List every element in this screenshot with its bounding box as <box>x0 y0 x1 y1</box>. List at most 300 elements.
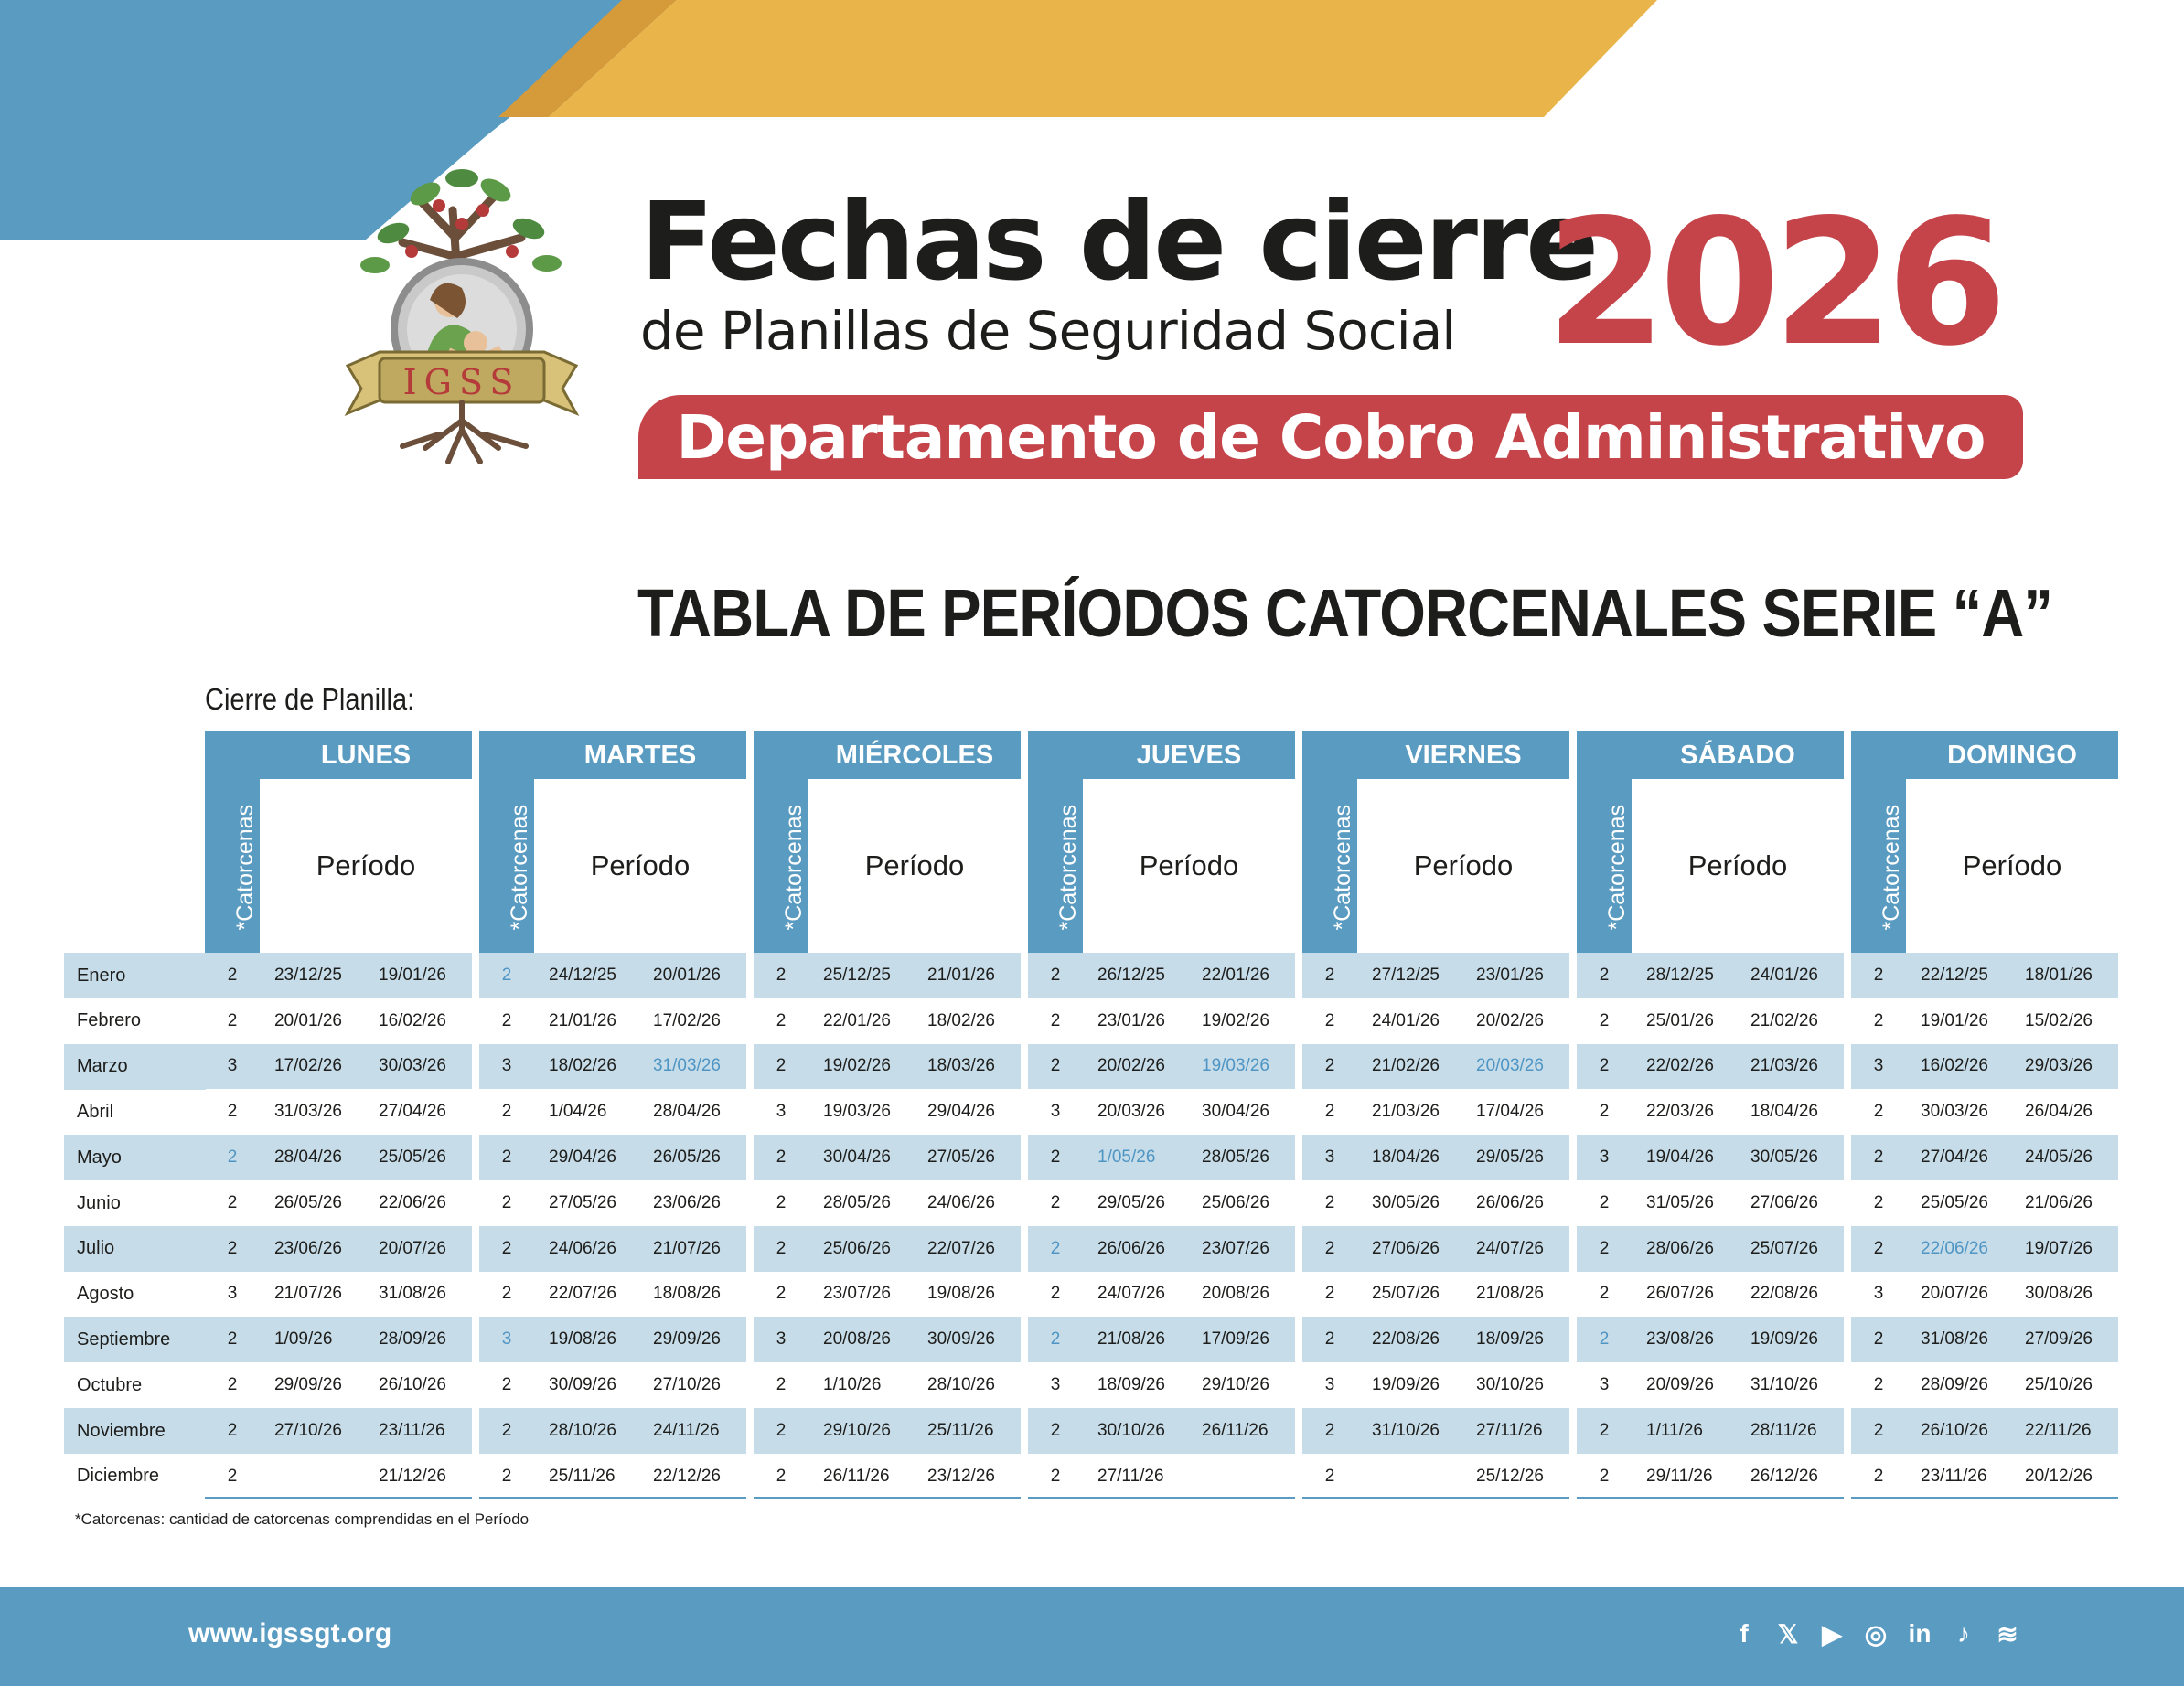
igss-logo <box>338 155 585 466</box>
table-row <box>205 1135 472 1180</box>
catorcenas-count: 3 <box>501 1329 512 1350</box>
period-end: 30/08/26 <box>2025 1284 2093 1304</box>
period-start: 31/05/26 <box>1646 1192 1714 1212</box>
table-row <box>479 998 746 1044</box>
period-end: 18/03/26 <box>927 1056 995 1076</box>
period-end: 21/03/26 <box>1750 1056 1818 1076</box>
period-end: 22/08/26 <box>1750 1284 1818 1304</box>
catorcenas-count: 2 <box>227 1329 238 1350</box>
table-row <box>754 1135 1021 1180</box>
table-row <box>1302 1226 1569 1272</box>
month-label: Julio <box>64 1226 206 1272</box>
catorcenas-header <box>1028 779 1083 953</box>
period-start: 18/09/26 <box>1097 1375 1165 1395</box>
period-start: 25/12/25 <box>823 965 891 985</box>
period-end: 19/01/26 <box>379 965 446 985</box>
period-start: 23/06/26 <box>274 1238 342 1258</box>
period-start: 27/12/25 <box>1372 965 1440 985</box>
catorcenas-count: 2 <box>501 1238 512 1258</box>
spotify-icon[interactable]: ≋ <box>1997 1619 2018 1649</box>
period-end: 17/04/26 <box>1476 1102 1544 1122</box>
day-name: MARTES <box>583 740 697 770</box>
period-end: 27/10/26 <box>653 1375 721 1395</box>
table-row <box>1577 1089 1844 1135</box>
website-link[interactable]: www.igssgt.org <box>188 1618 392 1649</box>
period-end: 18/02/26 <box>927 1010 995 1030</box>
table-row <box>1851 998 2118 1044</box>
period-start: 25/05/26 <box>1921 1192 1988 1212</box>
instagram-icon[interactable]: ◎ <box>1864 1619 1888 1649</box>
year-label: 2026 <box>1546 182 2000 384</box>
catorcenas-header <box>1302 779 1357 953</box>
table-row <box>205 1317 472 1362</box>
period-end: 21/06/26 <box>2025 1192 2093 1212</box>
table-row <box>205 1180 472 1226</box>
youtube-icon[interactable]: ▶ <box>1822 1619 1842 1649</box>
catorcenas-count: 2 <box>501 1284 512 1304</box>
tiktok-icon[interactable]: ♪ <box>1957 1619 1970 1648</box>
catorcenas-count: 2 <box>776 1466 787 1486</box>
period-start: 28/06/26 <box>1646 1238 1714 1258</box>
month-label: Febrero <box>77 1010 142 1031</box>
period-end: 22/07/26 <box>927 1238 995 1258</box>
table-row <box>1851 1226 2118 1272</box>
table-row <box>205 1226 472 1272</box>
day-header <box>754 731 1021 779</box>
panel-bottom-rule <box>1577 1497 1844 1499</box>
table-row <box>1302 1454 1569 1499</box>
roots-shape <box>402 402 526 462</box>
period-start: 20/07/26 <box>1921 1284 1988 1304</box>
catorcenas-count: 2 <box>227 1466 238 1486</box>
day-header <box>1028 731 1295 779</box>
table-row <box>1028 1272 1295 1318</box>
period-end: 30/03/26 <box>379 1056 446 1076</box>
social-icons <box>1729 1618 2023 1649</box>
period-start: 19/01/26 <box>1921 1010 1988 1030</box>
catorcenas-count: 2 <box>1050 1238 1061 1258</box>
catorcenas-count: 3 <box>1873 1056 1884 1076</box>
period-end: 24/01/26 <box>1750 965 1818 985</box>
periodo-header: Período <box>316 849 416 881</box>
catorcenas-count: 2 <box>501 1102 512 1122</box>
table-row <box>1577 998 1844 1044</box>
period-start: 28/05/26 <box>823 1192 891 1212</box>
catorcenas-count: 3 <box>776 1102 787 1122</box>
period-start: 30/05/26 <box>1372 1192 1440 1212</box>
day-name: LUNES <box>320 740 412 770</box>
period-start: 28/04/26 <box>274 1147 342 1168</box>
catorcenas-count: 2 <box>776 1147 787 1168</box>
month-label: Junio <box>77 1192 121 1213</box>
catorcenas-label: *Catorcenas <box>781 804 807 931</box>
period-start: 26/11/26 <box>823 1466 890 1486</box>
table-row <box>479 1362 746 1408</box>
period-end: 23/01/26 <box>1476 965 1544 985</box>
catorcenas-count: 2 <box>776 1375 787 1395</box>
period-start: 23/12/25 <box>274 965 342 985</box>
catorcenas-count: 2 <box>1599 1102 1610 1122</box>
panel-bottom-rule <box>479 1497 746 1499</box>
period-end: 22/12/26 <box>653 1466 721 1486</box>
catorcenas-count: 2 <box>1324 1010 1335 1030</box>
gold-banner-shape <box>549 0 1657 117</box>
catorcenas-count: 2 <box>1599 1420 1610 1440</box>
panel-bottom-rule <box>754 1497 1021 1499</box>
period-start: 20/01/26 <box>274 1010 342 1030</box>
period-start: 16/02/26 <box>1921 1056 1988 1076</box>
catorcenas-label: *Catorcenas <box>1879 804 1904 931</box>
catorcenas-count: 2 <box>776 1284 787 1304</box>
period-end: 30/04/26 <box>1202 1102 1269 1122</box>
period-rows <box>205 953 472 1499</box>
table-row <box>479 1180 746 1226</box>
day-panel <box>1851 731 2118 1499</box>
period-end: 25/10/26 <box>2025 1375 2093 1395</box>
period-end: 18/09/26 <box>1476 1329 1544 1350</box>
period-start: 31/08/26 <box>1921 1329 1988 1350</box>
period-start: 18/04/26 <box>1372 1147 1440 1168</box>
table-row <box>479 1089 746 1135</box>
period-end: 20/01/26 <box>653 965 721 985</box>
catorcenas-count: 2 <box>776 1010 787 1030</box>
table-row <box>1302 1362 1569 1408</box>
department-banner <box>638 395 2023 479</box>
table-row <box>1302 1317 1569 1362</box>
period-start: 25/06/26 <box>823 1238 891 1258</box>
catorcenas-count: 2 <box>1599 1238 1610 1258</box>
period-end: 21/02/26 <box>1750 1010 1818 1030</box>
period-start: 22/12/25 <box>1921 965 1988 985</box>
catorcenas-count: 2 <box>1599 1466 1610 1486</box>
catorcenas-count: 2 <box>1324 1466 1335 1486</box>
period-start: 22/08/26 <box>1372 1329 1440 1350</box>
footnote: *Catorcenas: cantidad de catorcenas comprendidas en el Período <box>75 1510 530 1528</box>
period-end: 16/02/26 <box>379 1010 446 1030</box>
table-row <box>754 1180 1021 1226</box>
table-row <box>754 1226 1021 1272</box>
panel-bottom-rule <box>1028 1497 1295 1499</box>
period-end: 19/08/26 <box>927 1284 995 1304</box>
period-end: 31/10/26 <box>1750 1375 1818 1395</box>
page-subtitle: de Planillas de Seguridad Social <box>640 300 1456 362</box>
period-end: 17/02/26 <box>653 1010 721 1030</box>
catorcenas-count: 2 <box>227 1192 238 1212</box>
period-end: 21/08/26 <box>1476 1284 1544 1304</box>
day-header <box>1302 731 1569 779</box>
month-label: Abril <box>77 1101 114 1122</box>
period-start: 28/09/26 <box>1921 1375 1988 1395</box>
table-row <box>1302 1272 1569 1318</box>
month-label: Agosto <box>77 1284 134 1305</box>
catorcenas-count: 2 <box>1324 1238 1335 1258</box>
period-end: 19/09/26 <box>1750 1329 1818 1350</box>
catorcenas-count: 2 <box>227 1238 238 1258</box>
period-rows <box>1028 953 1295 1499</box>
table-row <box>205 953 472 998</box>
period-end: 24/11/26 <box>653 1420 720 1440</box>
period-start: 26/07/26 <box>1646 1284 1714 1304</box>
table-row <box>1851 1454 2118 1499</box>
period-start: 23/11/26 <box>1921 1466 1987 1486</box>
period-end: 30/05/26 <box>1750 1147 1818 1168</box>
period-start: 24/06/26 <box>549 1238 616 1258</box>
month-label: Octubre <box>77 1374 143 1395</box>
period-end: 20/03/26 <box>1476 1056 1544 1076</box>
catorcenas-count: 2 <box>1873 965 1884 985</box>
catorcenas-count: 3 <box>1050 1102 1061 1122</box>
table-row <box>479 1272 746 1318</box>
period-start: 22/03/26 <box>1646 1102 1714 1122</box>
period-start: 27/04/26 <box>1921 1147 1988 1168</box>
period-end: 28/10/26 <box>927 1375 995 1395</box>
period-start: 19/02/26 <box>823 1056 891 1076</box>
catorcenas-count: 2 <box>1873 1102 1884 1122</box>
period-end: 20/07/26 <box>379 1238 446 1258</box>
catorcenas-count: 2 <box>1050 1192 1061 1212</box>
period-start: 1/05/26 <box>1097 1147 1156 1168</box>
period-rows <box>1577 953 1844 1499</box>
period-end: 28/11/26 <box>1750 1420 1817 1440</box>
period-end: 25/12/26 <box>1476 1466 1544 1486</box>
day-panel <box>754 731 1021 1499</box>
period-start: 29/09/26 <box>274 1375 342 1395</box>
period-start: 24/01/26 <box>1372 1010 1440 1030</box>
catorcenas-count: 3 <box>227 1056 238 1076</box>
table-row <box>754 1089 1021 1135</box>
periodo-header: Período <box>1962 849 2062 881</box>
catorcenas-count: 2 <box>1599 1192 1610 1212</box>
catorcenas-count: 3 <box>1599 1147 1610 1168</box>
month-label: Mayo <box>64 1135 206 1180</box>
catorcenas-count: 2 <box>1873 1466 1884 1486</box>
period-end: 24/06/26 <box>927 1192 995 1212</box>
period-end: 18/08/26 <box>653 1284 721 1304</box>
catorcenas-count: 2 <box>1873 1238 1884 1258</box>
period-start: 27/05/26 <box>549 1192 616 1212</box>
catorcenas-count: 2 <box>501 1010 512 1030</box>
catorcenas-count: 2 <box>1324 1420 1335 1440</box>
catorcenas-count: 2 <box>1873 1192 1884 1212</box>
period-start: 17/02/26 <box>274 1056 342 1076</box>
day-panel <box>1577 731 1844 1499</box>
table-row <box>205 998 472 1044</box>
day-name: DOMINGO <box>1947 740 2077 770</box>
period-start: 29/04/26 <box>549 1147 616 1168</box>
catorcenas-count: 3 <box>1599 1375 1610 1395</box>
period-end: 21/07/26 <box>653 1238 721 1258</box>
table-row <box>1028 953 1295 998</box>
catorcenas-count: 2 <box>1324 1192 1335 1212</box>
catorcenas-count: 2 <box>501 1192 512 1212</box>
period-end: 27/11/26 <box>1476 1420 1543 1440</box>
catorcenas-count: 2 <box>227 1102 238 1122</box>
period-end: 20/08/26 <box>1202 1284 1269 1304</box>
period-end: 27/04/26 <box>379 1102 446 1122</box>
period-start: 29/11/26 <box>1646 1466 1713 1486</box>
period-start: 30/04/26 <box>823 1147 891 1168</box>
period-start: 19/08/26 <box>549 1329 616 1350</box>
day-name: SÁBADO <box>1680 740 1795 770</box>
table-row <box>205 1272 472 1318</box>
table-row <box>1851 1272 2118 1318</box>
period-start: 25/07/26 <box>1372 1284 1440 1304</box>
period-end: 22/06/26 <box>379 1192 446 1212</box>
catorcenas-count: 2 <box>1324 1056 1335 1076</box>
catorcenas-count: 2 <box>1873 1010 1884 1030</box>
panel-bottom-rule <box>1302 1497 1569 1499</box>
linkedin-icon[interactable]: in <box>1908 1619 1932 1648</box>
catorcenas-count: 2 <box>501 1375 512 1395</box>
period-end: 21/01/26 <box>927 965 995 985</box>
period-start: 27/10/26 <box>274 1420 342 1440</box>
table-row <box>1851 1089 2118 1135</box>
day-panel <box>1302 731 1569 1499</box>
period-start: 25/01/26 <box>1646 1010 1714 1030</box>
period-start: 23/01/26 <box>1097 1010 1165 1030</box>
period-end: 26/11/26 <box>1202 1420 1269 1440</box>
table-row <box>1577 1317 1844 1362</box>
x-icon[interactable]: 𝕏 <box>1777 1619 1799 1649</box>
period-start: 22/07/26 <box>549 1284 616 1304</box>
table-row <box>479 1044 746 1090</box>
table-row <box>1851 1408 2118 1454</box>
catorcenas-count: 3 <box>1324 1147 1335 1168</box>
period-end: 25/11/26 <box>927 1420 994 1440</box>
table-row <box>1028 1408 1295 1454</box>
table-row <box>205 1454 472 1499</box>
period-end: 19/02/26 <box>1202 1010 1269 1030</box>
day-panel <box>1028 731 1295 1499</box>
day-header <box>479 731 746 779</box>
catorcenas-header <box>1577 779 1632 953</box>
period-start: 21/03/26 <box>1372 1102 1440 1122</box>
period-start: 20/02/26 <box>1097 1056 1165 1076</box>
table-row <box>1577 1362 1844 1408</box>
table-row <box>1302 1089 1569 1135</box>
period-end: 19/03/26 <box>1202 1056 1269 1076</box>
period-start: 1/04/26 <box>549 1102 607 1122</box>
table-row <box>1577 1226 1844 1272</box>
period-start: 18/02/26 <box>549 1056 616 1076</box>
period-start: 29/10/26 <box>823 1420 891 1440</box>
period-start: 26/05/26 <box>274 1192 342 1212</box>
month-label: Enero <box>64 953 206 998</box>
table-row <box>1577 1272 1844 1318</box>
table-row <box>1028 1454 1295 1499</box>
month-label: Marzo <box>64 1044 206 1090</box>
period-end: 20/12/26 <box>2025 1466 2093 1486</box>
period-start: 30/09/26 <box>549 1375 616 1395</box>
catorcenas-count: 2 <box>501 1147 512 1168</box>
catorcenas-count: 2 <box>1324 1329 1335 1350</box>
table-row <box>1851 953 2118 998</box>
department-label: Departamento de Cobro Administrativo <box>676 401 1986 473</box>
period-rows <box>1851 953 2118 1499</box>
catorcenas-count: 2 <box>501 1466 512 1486</box>
period-end: 25/06/26 <box>1202 1192 1269 1212</box>
table-row <box>1302 1180 1569 1226</box>
period-end: 25/05/26 <box>379 1147 446 1168</box>
catorcenas-count: 2 <box>227 965 238 985</box>
period-end: 17/09/26 <box>1202 1329 1269 1350</box>
table-row <box>1302 1044 1569 1090</box>
period-start: 25/11/26 <box>549 1466 616 1486</box>
period-end: 29/04/26 <box>927 1102 995 1122</box>
catorcenas-header <box>1851 779 1906 953</box>
period-end: 27/09/26 <box>2025 1329 2093 1350</box>
period-start: 20/09/26 <box>1646 1375 1714 1395</box>
period-end: 28/09/26 <box>379 1329 446 1350</box>
catorcenas-count: 2 <box>776 1420 787 1440</box>
period-start: 1/10/26 <box>823 1375 882 1395</box>
period-start: 19/04/26 <box>1646 1147 1714 1168</box>
month-label: Diciembre <box>77 1466 160 1487</box>
day-header <box>1851 731 2118 779</box>
day-header <box>1577 731 1844 779</box>
table-row <box>754 1362 1021 1408</box>
period-end: 30/10/26 <box>1476 1375 1544 1395</box>
table-row <box>754 1408 1021 1454</box>
period-end: 26/05/26 <box>653 1147 721 1168</box>
period-start: 27/06/26 <box>1372 1238 1440 1258</box>
table-row <box>205 1089 472 1135</box>
period-end: 20/02/26 <box>1476 1010 1544 1030</box>
table-row <box>754 1454 1021 1499</box>
table-row <box>479 953 746 998</box>
catorcenas-count: 2 <box>776 1056 787 1076</box>
catorcenas-count: 2 <box>1050 1329 1061 1350</box>
period-start: 26/10/26 <box>1921 1420 1988 1440</box>
page-title: Fechas de cierre <box>640 178 1597 304</box>
facebook-icon[interactable]: f <box>1740 1619 1749 1648</box>
period-start: 1/11/26 <box>1646 1420 1703 1440</box>
period-start: 22/01/26 <box>823 1010 891 1030</box>
catorcenas-count: 2 <box>1873 1375 1884 1395</box>
period-start: 23/07/26 <box>823 1284 891 1304</box>
period-start: 31/03/26 <box>274 1102 342 1122</box>
period-end: 26/12/26 <box>1750 1466 1818 1486</box>
logo-text: IGSS <box>402 362 521 402</box>
periodo-header: Período <box>864 849 965 881</box>
table-row <box>1028 1044 1295 1090</box>
table-row <box>1028 1317 1295 1362</box>
period-end: 22/01/26 <box>1202 965 1269 985</box>
catorcenas-count: 2 <box>227 1147 238 1168</box>
day-panel <box>479 731 746 1499</box>
day-header <box>205 731 472 779</box>
table-row <box>754 998 1021 1044</box>
table-row <box>1302 953 1569 998</box>
period-start: 21/08/26 <box>1097 1329 1165 1350</box>
table-row <box>1028 1089 1295 1135</box>
period-end: 22/11/26 <box>2025 1420 2092 1440</box>
catorcenas-count: 3 <box>501 1056 512 1076</box>
table-row <box>1028 1135 1295 1180</box>
period-end: 29/10/26 <box>1202 1375 1269 1395</box>
catorcenas-count: 2 <box>1873 1147 1884 1168</box>
catorcenas-count: 2 <box>1599 1056 1610 1076</box>
catorcenas-count: 2 <box>1599 1010 1610 1030</box>
period-start: 22/06/26 <box>1921 1238 1988 1258</box>
period-start: 21/02/26 <box>1372 1056 1440 1076</box>
catorcenas-count: 2 <box>1324 1284 1335 1304</box>
period-end: 21/12/26 <box>379 1466 446 1486</box>
catorcenas-count: 2 <box>1050 1420 1061 1440</box>
period-start: 28/10/26 <box>549 1420 616 1440</box>
period-start: 20/03/26 <box>1097 1102 1165 1122</box>
catorcenas-count: 2 <box>1050 965 1061 985</box>
